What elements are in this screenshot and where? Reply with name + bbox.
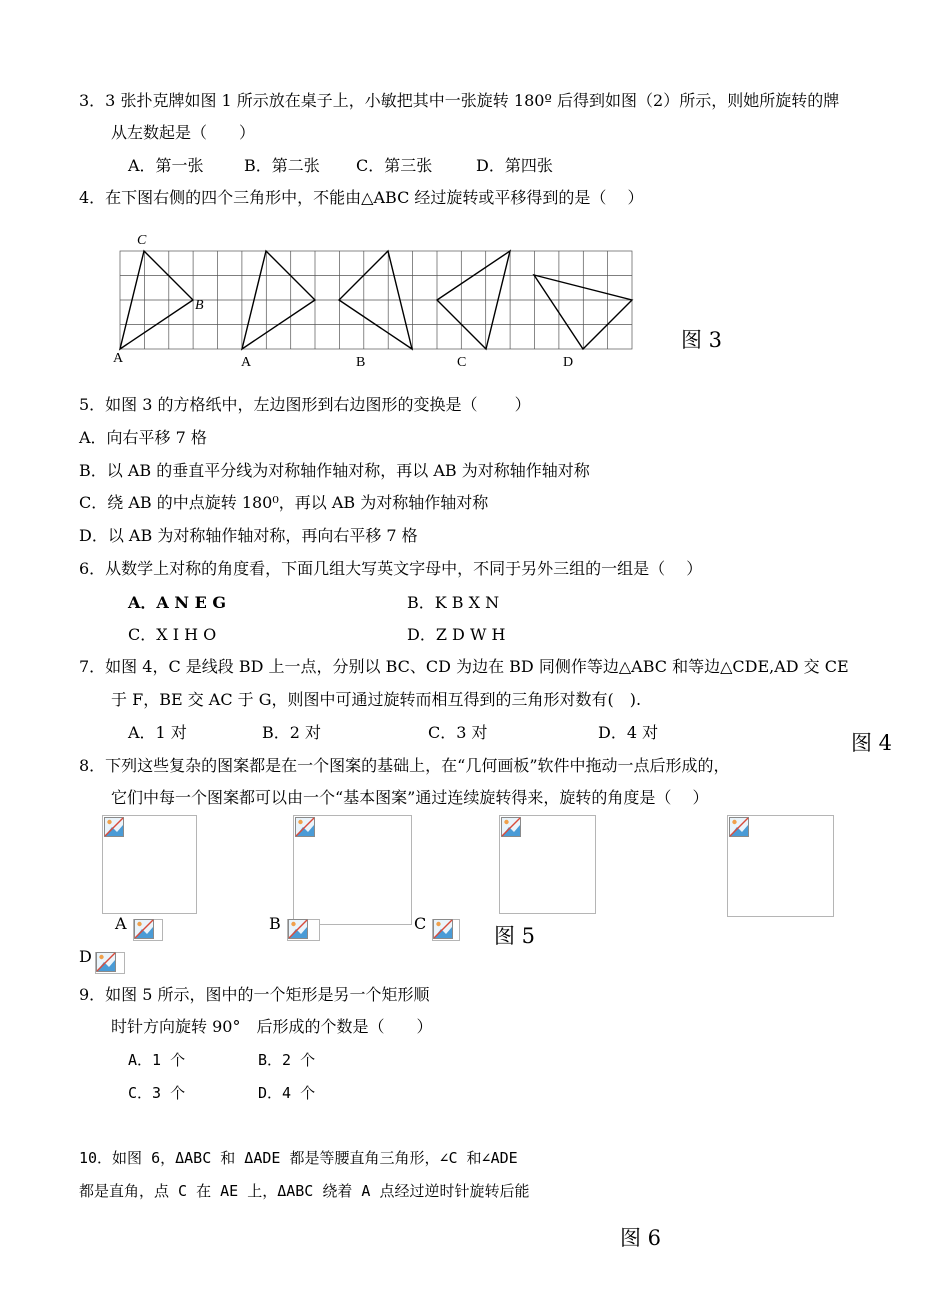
- q9-stem-line2: 时针方向旋转 90° 后形成的个数是（ ）: [111, 1017, 433, 1036]
- broken-image-icon: [433, 919, 453, 939]
- q8-stem-line2: 它们中每一个图案都可以由一个“基本图案”通过连续旋转得来，旋转的角度是（ ）: [111, 788, 709, 807]
- option-label-c: C: [457, 355, 467, 370]
- q3-option-c: C．第三张: [356, 156, 433, 175]
- q8-stem-line1: 8．下列这些复杂的图案都是在一个图案的基础上，在“几何画板”软件中拖动一点后形成的，: [79, 756, 730, 775]
- q7-option-c: C．3 对: [428, 723, 488, 742]
- q10-stem-line1: 10．如图 6，ΔABC 和 ΔADE 都是等腰直角三角形，∠C 和∠ADE: [79, 1149, 518, 1167]
- q9-stem-line1: 9．如图 5 所示，图中的一个矩形是另一个矩形顺: [79, 985, 430, 1004]
- q9-option-d: D．4 个: [258, 1084, 316, 1102]
- broken-image-icon: [288, 919, 308, 939]
- q8-option-label-a: A: [115, 914, 127, 933]
- q7-stem-line2: 于 F，BE 交 AC 于 G，则图中可通过旋转而相互得到的三角形对数有( ).: [111, 690, 642, 709]
- q3-stem-line2: 从左数起是（ ）: [111, 123, 256, 142]
- q9-option-a: A．1 个: [128, 1051, 186, 1069]
- q6-option-c: C．X I H O: [128, 625, 217, 644]
- q4-stem: 4．在下图右侧的四个三角形中，不能由△ABC 经过旋转或平移得到的是（ ）: [79, 188, 644, 207]
- q3-stem-line1: 3．3 张扑克牌如图 1 所示放在桌子上，小敏把其中一张旋转 180º 后得到如图（2）所示，则她所旋转的牌: [79, 91, 840, 110]
- label-vertex-b: B: [195, 298, 204, 313]
- q6-option-d: D．Z D W H: [407, 625, 506, 644]
- q9-option-b: B．2 个: [258, 1051, 316, 1069]
- figure-6-label: 图 6: [620, 1226, 662, 1250]
- option-label-a: A: [241, 355, 252, 370]
- label-vertex-a: A: [113, 351, 124, 366]
- label-vertex-c: C: [137, 233, 147, 248]
- figure-4-label: 图 4: [851, 731, 893, 755]
- q9-option-c: C．3 个: [128, 1084, 186, 1102]
- broken-image-icon: [729, 817, 749, 837]
- broken-image-icon: [295, 817, 315, 837]
- q8-option-label-b: B: [269, 914, 281, 933]
- broken-image-icon: [104, 817, 124, 837]
- q6-option-b: B．K B X N: [407, 593, 500, 612]
- q7-option-d: D．4 对: [598, 723, 659, 742]
- q5-option-a: A．向右平移 7 格: [79, 428, 207, 447]
- q5-option-b: B．以 AB 的垂直平分线为对称轴作轴对称，再以 AB 为对称轴作轴对称: [79, 461, 590, 480]
- q7-stem-line1: 7．如图 4，C 是线段 BD 上一点，分别以 BC、CD 为边在 BD 同侧作等边△ABC 和等边△CDE,AD 交 CE: [79, 657, 849, 676]
- q3-option-d: D．第四张: [476, 156, 553, 175]
- q5-stem: 5．如图 3 的方格纸中，左边图形到右边图形的变换是（ ）: [79, 395, 531, 414]
- q4-grid-figure: [110, 228, 670, 378]
- q10-stem-line2: 都是直角，点 C 在 AE 上，ΔABC 绕着 A 点经过逆时针旋转后能: [79, 1182, 530, 1200]
- q3-option-a: A．第一张: [128, 156, 204, 175]
- option-label-b: B: [356, 355, 366, 370]
- q3-option-b: B．第二张: [244, 156, 320, 175]
- q5-option-d: D．以 AB 为对称轴作轴对称，再向右平移 7 格: [79, 526, 418, 545]
- broken-image-icon: [96, 952, 116, 972]
- q8-option-label-c: C: [414, 914, 427, 933]
- broken-image-icon: [134, 919, 154, 939]
- q8-option-label-d: D: [79, 947, 92, 966]
- q6-option-a: A．A N E G: [128, 593, 227, 612]
- q5-option-c: C．绕 AB 的中点旋转 180⁰，再以 AB 为对称轴作轴对称: [79, 493, 489, 512]
- q7-option-b: B．2 对: [262, 723, 322, 742]
- figure-3-label: 图 3: [681, 328, 723, 352]
- figure-5-label: 图 5: [494, 924, 536, 948]
- q6-stem: 6．从数学上对称的角度看，下面几组大写英文字母中，不同于另外三组的一组是（ ）: [79, 559, 703, 578]
- option-label-d: D: [563, 355, 574, 370]
- broken-image-icon: [501, 817, 521, 837]
- q7-option-a: A．1 对: [128, 723, 187, 742]
